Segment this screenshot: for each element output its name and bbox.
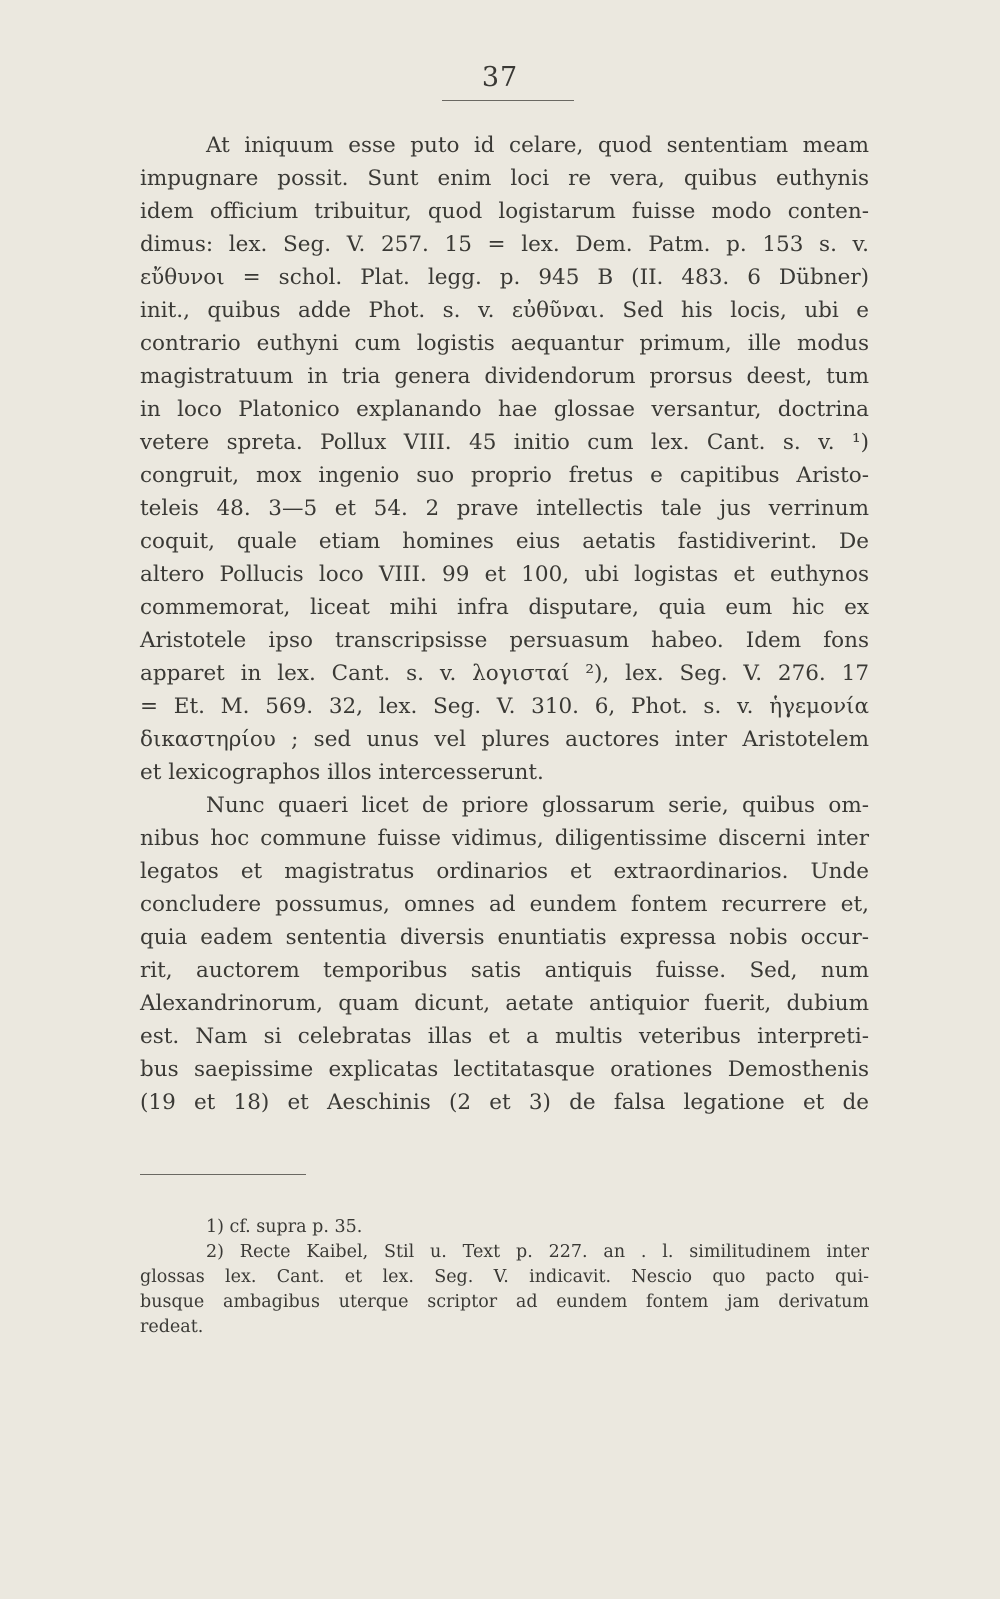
text-line: teleis 48. 3—5 et 54. 2 prave intellectis tale jus verrinum (140, 496, 869, 521)
footnote-line: busque ambagibus uterque scriptor ad eundem fontem jam derivatum (140, 1292, 869, 1312)
text-line: et lexicographos illos intercesserunt. (140, 760, 544, 785)
footnote-line: glossas lex. Cant. et lex. Seg. V. indicavit. Nescio quo pacto qui- (140, 1267, 869, 1287)
text-line: Nunc quaeri licet de priore glossarum serie, quibus om- (206, 793, 869, 818)
text-line: At iniquum esse puto id celare, quod sententiam meam (206, 133, 869, 158)
footnotes (140, 1215, 869, 1340)
text-line: Aristotele ipso transcripsisse persuasum habeo. Idem fons (140, 628, 869, 653)
text-line: δικαστηρίου ; sed unus vel plures auctores inter Aristotelem (140, 727, 869, 752)
text-line: commemorat, liceat mihi infra disputare, quia eum hic ex (140, 595, 869, 620)
footnote-rule (140, 1174, 306, 1175)
text-line: vetere spreta. Pollux VIII. 45 initio cum lex. Cant. s. v. ¹) (140, 430, 869, 455)
text-line: rit, auctorem temporibus satis antiquis fuisse. Sed, num (140, 958, 869, 983)
text-line: dimus: lex. Seg. V. 257. 15 = lex. Dem. Patm. p. 153 s. v. (140, 232, 869, 257)
header-rule (442, 100, 574, 101)
text-line: contrario euthyni cum logistis aequantur primum, ille modus (140, 331, 869, 356)
text-line: est. Nam si celebratas illas et a multis veteribus interpreti- (140, 1024, 869, 1049)
text-line: altero Pollucis loco VIII. 99 et 100, ubi logistas et euthynos (140, 562, 869, 587)
text-line: impugnare possit. Sunt enim loci re vera, quibus euthynis (140, 166, 869, 191)
page-number: 37 (481, 62, 519, 93)
text-line: legatos et magistratus ordinarios et extraordinarios. Unde (140, 859, 869, 884)
text-line: (19 et 18) et Aeschinis (2 et 3) de falsa legatione et de (140, 1090, 869, 1115)
text-line: init., quibus adde Phot. s. v. εὐθῦναι. Sed his locis, ubi e (140, 298, 869, 323)
text-line: εὔθυνοι = schol. Plat. legg. p. 945 B (II. 483. 6 Dübner) (140, 265, 869, 290)
text-line: Alexandrinorum, quam dicunt, aetate antiquior fuerit, dubium (140, 991, 869, 1016)
footnote-line: redeat. (140, 1317, 204, 1337)
text-line: coquit, quale etiam homines eius aetatis fastidiverint. De (140, 529, 869, 554)
text-line: quia eadem sententia diversis enuntiatis expressa nobis occur- (140, 925, 869, 950)
footnote-line: 2) Recte Kaibel, Stil u. Text p. 227. an . l. similitudinem inter (206, 1242, 869, 1262)
text-line: concludere possumus, omnes ad eundem fontem recurrere et, (140, 892, 869, 917)
text-line: magistratuum in tria genera dividendorum prorsus deest, tum (140, 364, 869, 389)
text-line: in loco Platonico explanando hae glossae versantur, doctrina (140, 397, 869, 422)
text-line: idem officium tribuitur, quod logistarum fuisse modo conten- (140, 199, 869, 224)
body-text (140, 129, 869, 1119)
text-line: apparet in lex. Cant. s. v. λογισταί ²), lex. Seg. V. 276. 17 (140, 661, 869, 686)
text-line: nibus hoc commune fuisse vidimus, diligentissime discerni inter (140, 826, 869, 851)
text-line: bus saepissime explicatas lectitatasque orationes Demosthenis (140, 1057, 869, 1082)
text-line: = Et. M. 569. 32, lex. Seg. V. 310. 6, Phot. s. v. ἡγεμονία (140, 694, 869, 719)
text-line: congruit, mox ingenio suo proprio fretus e capitibus Aristo- (140, 463, 869, 488)
footnote-line: 1) cf. supra p. 35. (206, 1217, 363, 1237)
